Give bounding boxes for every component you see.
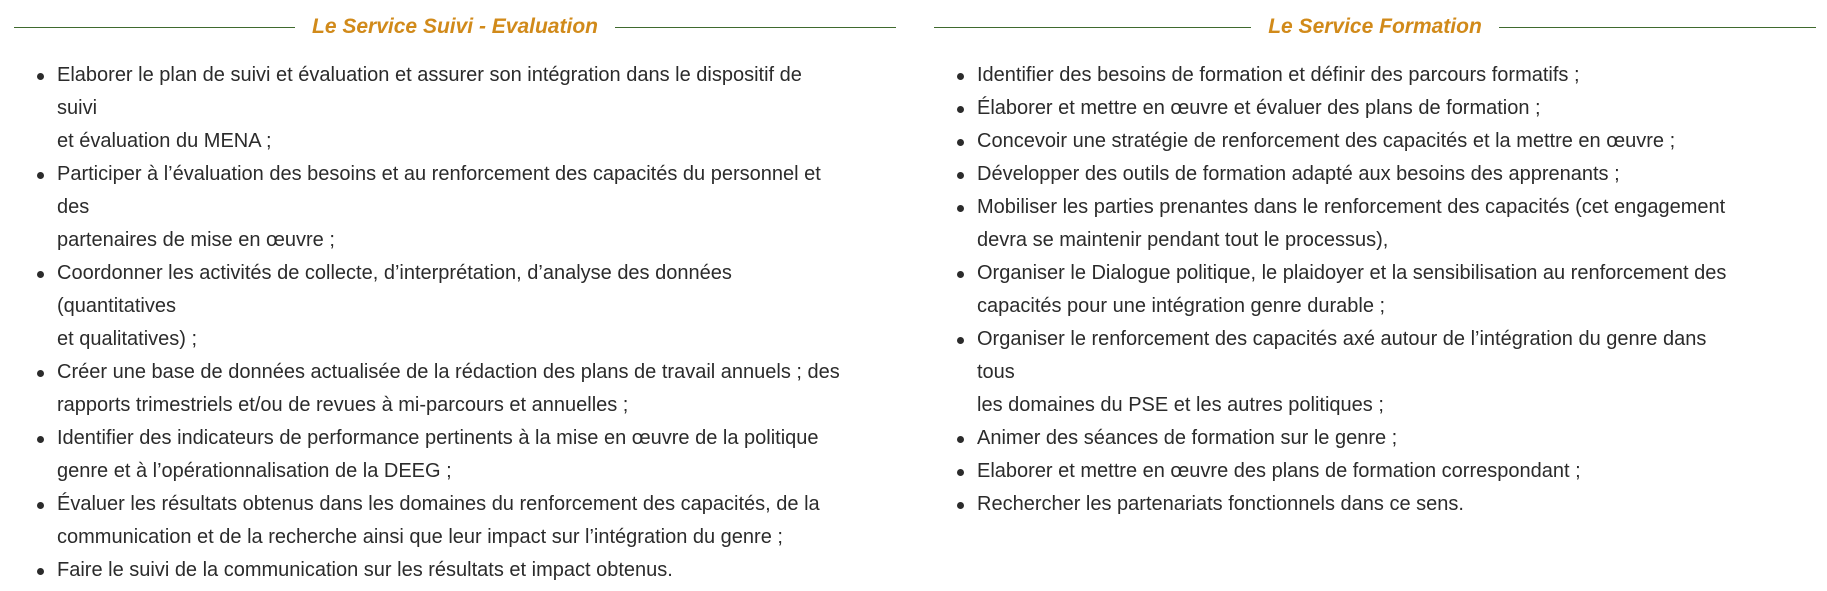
bullet-dot-icon (37, 370, 44, 377)
list-item-text: communication et de la recherche ainsi que leur impact sur l’intégration du genre ; (57, 526, 783, 548)
list-item (14, 554, 896, 587)
bullet-dot-icon (957, 73, 964, 80)
section-title: Le Service Suivi - Evaluation (312, 15, 598, 38)
list-item-text: Développer des outils de formation adapté aux besoins des apprenants ; (977, 163, 1620, 185)
list-item-text: rapports trimestriels et/ou de revues à mi-parcours et annuelles ; (57, 394, 629, 416)
list-item-text: devra se maintenir pendant tout le processus), (977, 229, 1389, 251)
list-item-text: Coordonner les activités de collecte, d’interprétation, d’analyse des données (57, 262, 732, 284)
list-item-text: Mobiliser les parties prenantes dans le renforcement des capacités (cet engagement (977, 196, 1726, 218)
bullet-dot-icon (37, 502, 44, 509)
list-item (934, 92, 1816, 125)
bullet-dot-icon (957, 172, 964, 179)
list-item (934, 158, 1816, 191)
list-item-text: Elaborer et mettre en œuvre des plans de formation correspondant ; (977, 460, 1581, 482)
bullet-dot-icon (957, 436, 964, 443)
list-item-text: Organiser le renforcement des capacités axé autour de l’intégration du genre dans (977, 328, 1707, 350)
list-item (934, 59, 1816, 92)
bullet-list (934, 59, 1816, 521)
list-item (14, 158, 896, 257)
bullet-dot-icon (957, 502, 964, 509)
list-item (14, 488, 896, 554)
list-item (14, 257, 896, 356)
bullet-dot-icon (957, 337, 964, 344)
list-item-text: Participer à l’évaluation des besoins et au renforcement des capacités du personnel et (57, 163, 821, 185)
list-item-text: des (57, 196, 90, 218)
list-item-text: capacités pour une intégration genre durable ; (977, 295, 1386, 317)
bullet-dot-icon (37, 436, 44, 443)
bullet-dot-icon (957, 139, 964, 146)
list-item-text: Identifier des indicateurs de performance pertinents à la mise en œuvre de la politique (57, 427, 819, 449)
list-item-text: genre et à l’opérationnalisation de la DEEG ; (57, 460, 452, 482)
header-rule-left (14, 27, 295, 28)
list-item-text: Évaluer les résultats obtenus dans les domaines du renforcement des capacités, de la (57, 493, 820, 515)
list-item-text: Identifier des besoins de formation et définir des parcours formatifs ; (977, 64, 1580, 86)
bullet-dot-icon (957, 271, 964, 278)
bullet-dot-icon (37, 568, 44, 575)
list-item (934, 455, 1816, 488)
list-item-text: Elaborer le plan de suivi et évaluation et assurer son intégration dans le dispositif de (57, 64, 802, 86)
list-item (934, 323, 1816, 422)
header-rule-left (934, 27, 1251, 28)
list-item-text: Créer une base de données actualisée de la rédaction des plans de travail annuels ; des (57, 361, 840, 383)
formation-section (934, 0, 1816, 521)
list-item-text: partenaires de mise en œuvre ; (57, 229, 335, 251)
list-item (934, 488, 1816, 521)
list-item (14, 59, 896, 158)
section-title: Le Service Formation (1268, 15, 1482, 38)
list-item-text: Animer des séances de formation sur le genre ; (977, 427, 1398, 449)
bullet-dot-icon (37, 271, 44, 278)
list-item-text: (quantitatives (57, 295, 176, 317)
header-rule-right (1499, 27, 1816, 28)
suivi-evaluation-section (14, 0, 896, 587)
list-item-text: Organiser le Dialogue politique, le plaidoyer et la sensibilisation au renforcement des (977, 262, 1727, 284)
bullet-dot-icon (957, 469, 964, 476)
section-header (934, 13, 1816, 41)
bullet-dot-icon (957, 106, 964, 113)
list-item-text: et qualitatives) ; (57, 328, 198, 350)
list-item-text: et évaluation du MENA ; (57, 130, 272, 152)
list-item-text: Élaborer et mettre en œuvre et évaluer des plans de formation ; (977, 97, 1541, 119)
bullet-dot-icon (37, 172, 44, 179)
bullet-dot-icon (957, 205, 964, 212)
header-rule-right (615, 27, 896, 28)
bullet-dot-icon (37, 73, 44, 80)
list-item-text: tous (977, 361, 1015, 383)
list-item (14, 356, 896, 422)
list-item (934, 125, 1816, 158)
list-item-text: suivi (57, 97, 98, 119)
list-item (934, 191, 1816, 257)
section-header (14, 13, 896, 41)
bullet-list (14, 59, 896, 587)
list-item-text: Faire le suivi de la communication sur les résultats et impact obtenus. (57, 559, 673, 581)
list-item-text: Rechercher les partenariats fonctionnels dans ce sens. (977, 493, 1464, 515)
list-item (934, 422, 1816, 455)
list-item-text: Concevoir une stratégie de renforcement des capacités et la mettre en œuvre ; (977, 130, 1676, 152)
list-item (934, 257, 1816, 323)
list-item (14, 422, 896, 488)
list-item-text: les domaines du PSE et les autres politiques ; (977, 394, 1384, 416)
